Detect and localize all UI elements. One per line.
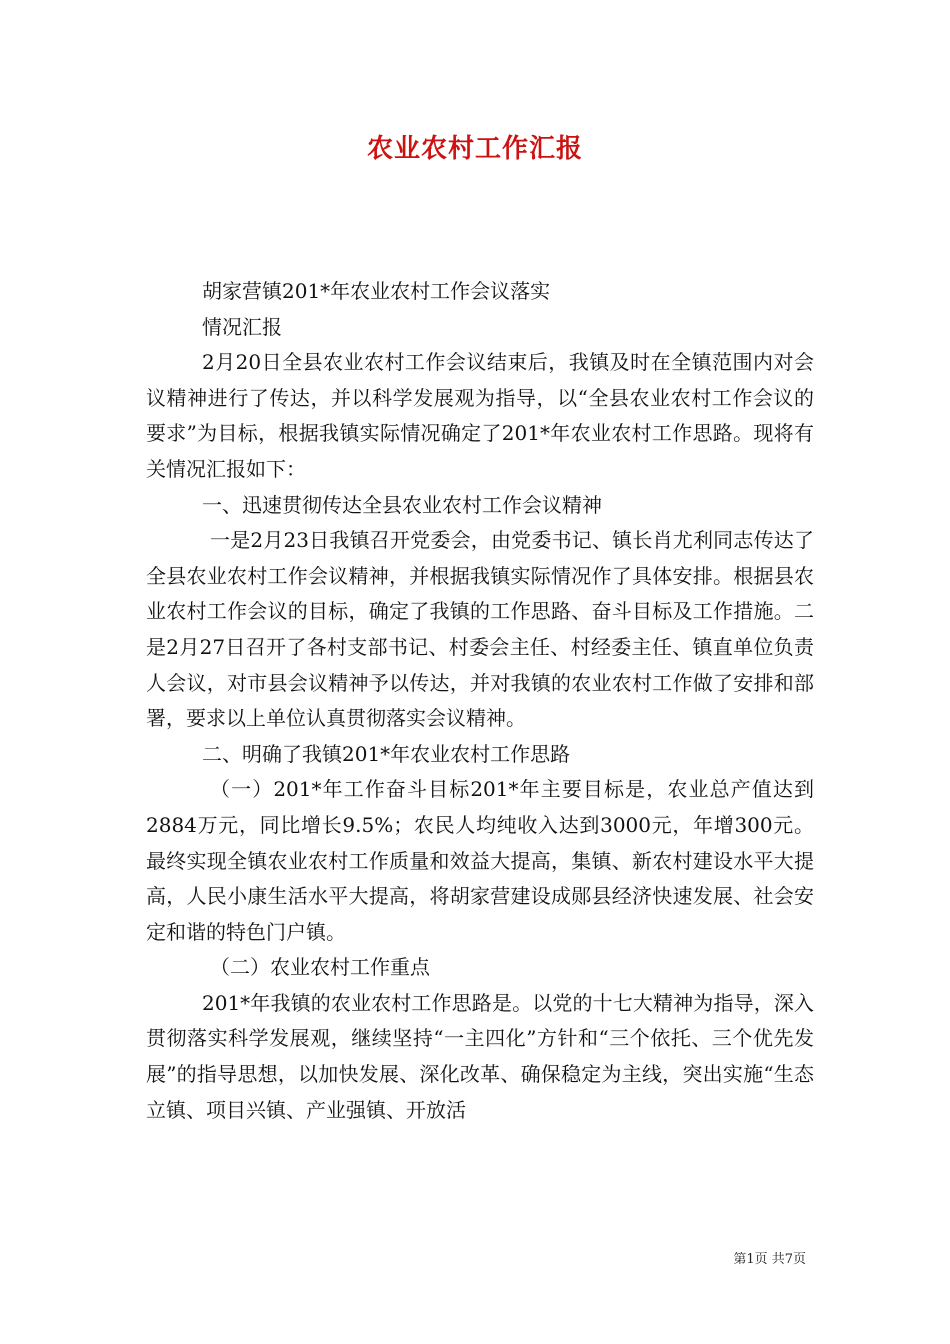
document-body bbox=[146, 274, 814, 1128]
paragraph-heading-line-1: 胡家营镇201*年农业农村工作会议落实 bbox=[202, 279, 551, 303]
paragraph-section-1: 一是2月23日我镇召开党委会，由党委书记、镇长肖尤利同志传达了全县农业农村工作会议精神，并根据我镇实际情况作了具体安排。根据县农业农村工作会议的目标，确定了我镇的工作思路、奋斗目标及工作措施。二是2月27日召开了各村支部书记、村委会主任、村经委主任、镇直单位负责人会议，对市县会议精神予以传达，并对我镇的农业农村工作做了安排和部署，要求以上单位认真贯彻落实会议精神。 bbox=[146, 528, 814, 731]
paragraph-intro: 2月20日全县农业农村工作会议结束后，我镇及时在全镇范围内对会议精神进行了传达，并以科学发展观为指导，以“全县农业农村工作会议的要求”为目标，根据我镇实际情况确定了201*年农业农村工作思路。现将有关情况汇报如下： bbox=[146, 350, 814, 481]
paragraph-heading-line-2: 情况汇报 bbox=[202, 314, 282, 339]
page-number: 第1页 共7页 bbox=[733, 1252, 806, 1267]
section-heading-2: 二、明确了我镇201*年农业农村工作思路 bbox=[202, 741, 571, 766]
paragraph-goals: （一）201*年工作奋斗目标201*年主要目标是，农业总产值达到2884万元，同比增长9.5%；农民人均纯收入达到3000元，年增300元。最终实现全镇农业农村工作质量和效益大提高，集镇、新农村建设水平大提高，人民小康生活水平大提高，将胡家营建设成郧县经济快速发展、社会安定和谐的特色门户镇。 bbox=[146, 777, 814, 944]
document-title: 农业农村工作汇报 bbox=[366, 134, 583, 164]
paragraph-work-focus: 201*年我镇的农业农村工作思路是。以党的十七大精神为指导，深入贯彻落实科学发展观，继续坚持“一主四化”方针和“三个依托、三个优先发展”的指导思想，以加快发展、深化改革、确保稳定为主线，突出实施“生态立镇、项目兴镇、产业强镇、开放活 bbox=[146, 990, 814, 1122]
section-heading-1: 一、迅速贯彻传达全县农业农村工作会议精神 bbox=[202, 492, 602, 517]
subsection-heading-2: （二）农业农村工作重点 bbox=[210, 955, 430, 980]
